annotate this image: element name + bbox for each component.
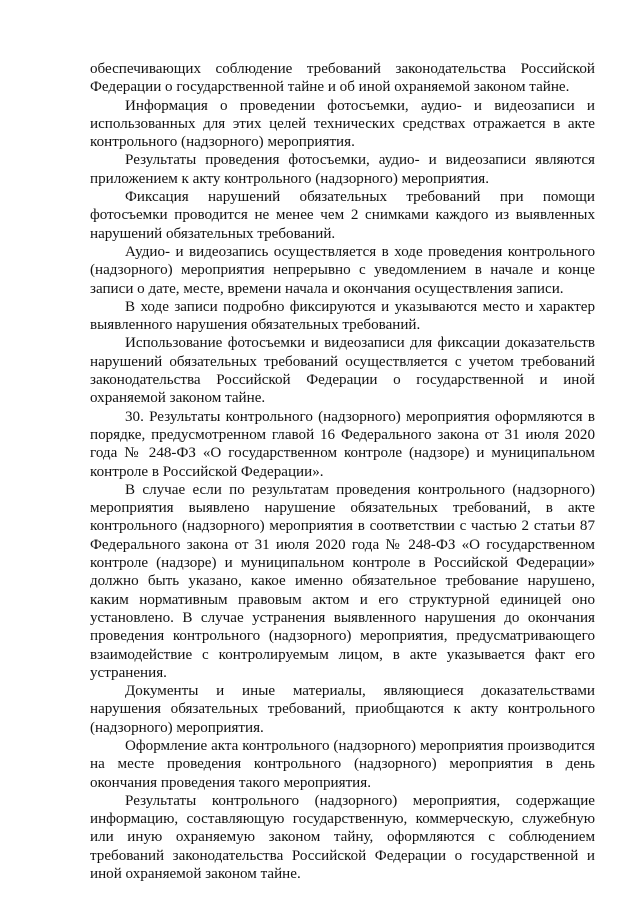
paragraph: Результаты контрольного (надзорного) мероприятия, содержащие информацию, составляющую государственную, коммерческую, служебную или иную охраняемую законом тайну, оформляются с соблюдением требований законодательства Российской Федерации о государственной и иной охраняемой законом тайне.	[90, 792, 595, 883]
paragraph: Информация о проведении фотосъемки, аудио- и видеозаписи и использованных для этих целей технических средствах отражается в акте контрольного (надзорного) мероприятия.	[90, 97, 595, 151]
paragraph: Использование фотосъемки и видеозаписи для фиксации доказательств нарушений обязательных требований осуществляется с учетом требований законодательства Российской Федерации о государственной и иной охраняемой законом тайне.	[90, 335, 595, 407]
paragraph: 30. Результаты контрольного (надзорного) мероприятия оформляются в порядке, предусмотренном главой 16 Федерального закона от 31 июля 2020 года № 248-ФЗ «О государственном контроле (надзоре) и муниципальном контроле в Российской Федерации».	[90, 408, 595, 480]
paragraph: Фиксация нарушений обязательных требований при помощи фотосъемки проводится не менее чем 2 снимками каждого из выявленных нарушений обязательных требований.	[90, 189, 595, 242]
paragraph: Результаты проведения фотосъемки, аудио- и видеозаписи являются приложением к акту контрольного (надзорного) мероприятия.	[90, 152, 595, 187]
paragraph: Аудио- и видеозапись осуществляется в ходе проведения контрольного (надзорного) мероприятия непрерывно с уведомлением в начале и конце записи о дате, месте, времени начала и окончания осуществления записи.	[90, 243, 595, 297]
paragraph: Оформление акта контрольного (надзорного) мероприятия производится на месте проведения контрольного (надзорного) мероприятия в день окончания проведения такого мероприятия.	[90, 737, 595, 791]
paragraph: В ходе записи подробно фиксируются и указываются место и характер выявленного нарушения обязательных требований.	[90, 298, 595, 334]
paragraph: обеспечивающих соблюдение требований законодательства Российской Федерации о государственной тайне и об иной охраняемой законом тайне.	[90, 61, 595, 96]
paragraph: Документы и иные материалы, являющиеся доказательствами нарушения обязательных требований, приобщаются к акту контрольного (надзорного) мероприятия.	[90, 683, 595, 736]
paragraph: В случае если по результатам проведения контрольного (надзорного) мероприятия выявлено нарушение обязательных требований, в акте контрольного (надзорного) мероприятия в соответствии с частью 2 статьи 87 Федерального закона от 31 июля 2020 года № 248-ФЗ «О государственном контроле (надзоре) и муниципальном контроле в Российской Федерации» должно быть указано, какое именно обязательное требование нарушено, каким нормативным правовым актом и его структурной единицей оно установлено. В случае устранения выявленного нарушения до окончания проведения контрольного (надзорного) мероприятия, предусматривающего взаимодействие с контролируемым лицом, в акте указывается факт его устранения.	[90, 481, 595, 681]
document-page	[90, 60, 595, 883]
